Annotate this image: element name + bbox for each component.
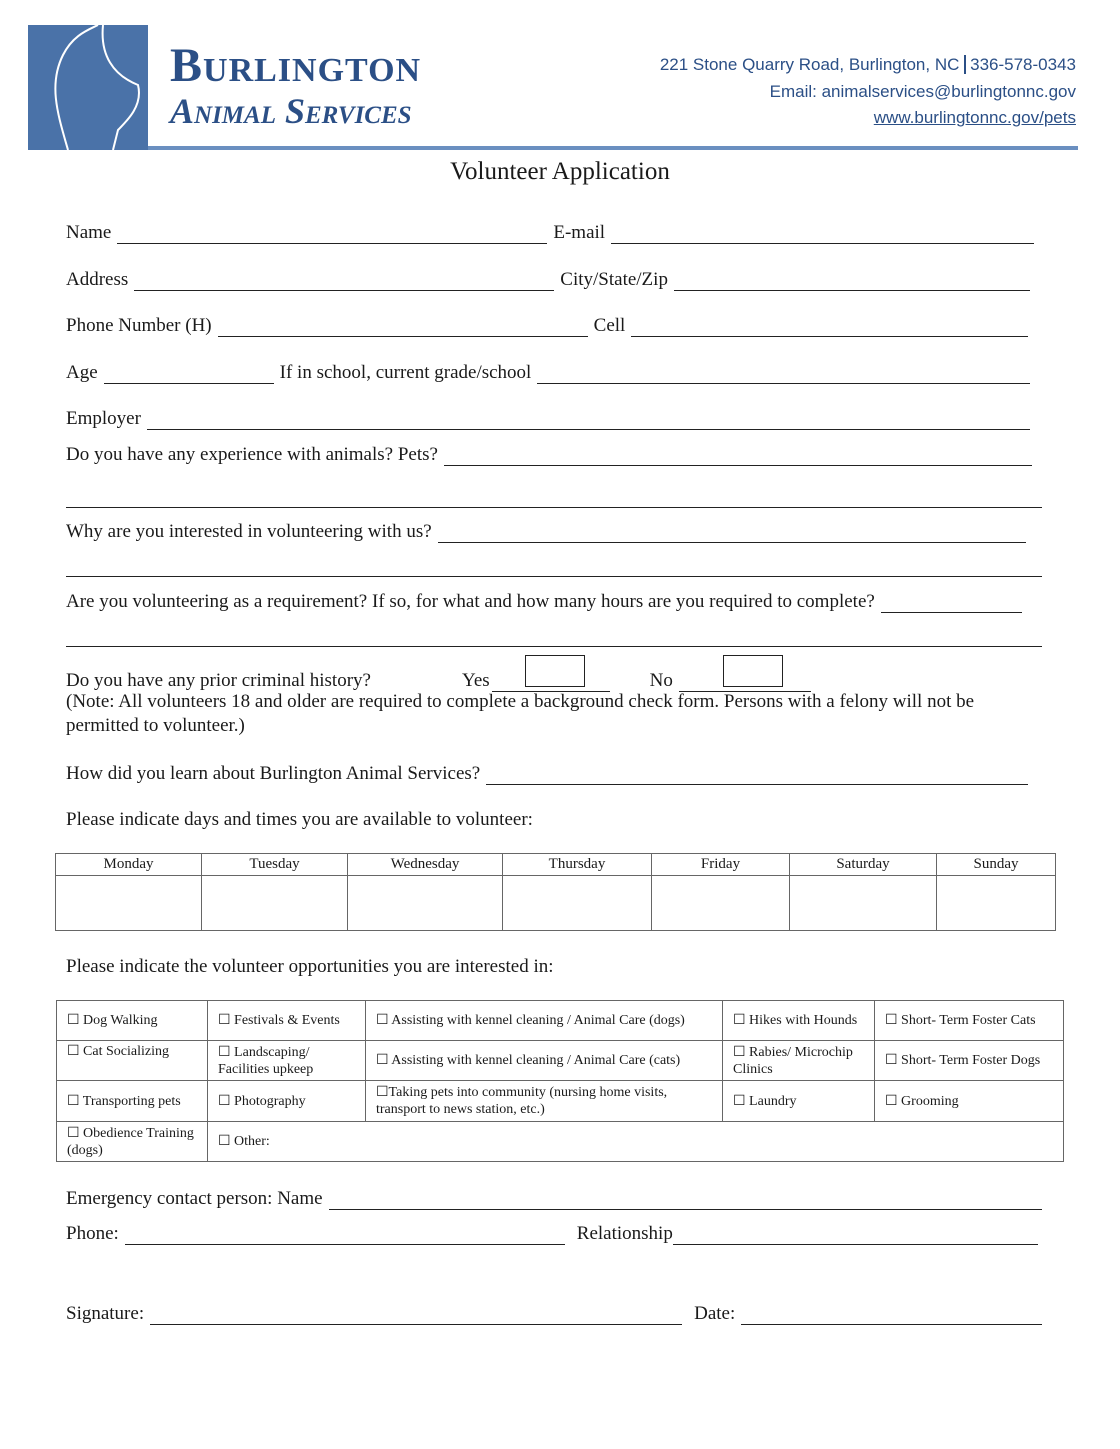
requirement-field-2[interactable] [66, 629, 1042, 647]
signature-field[interactable] [150, 1307, 682, 1325]
opp-obedience[interactable]: ☐ Obedience Training (dogs) [57, 1122, 208, 1162]
yes-label: Yes [462, 670, 490, 691]
age-label: Age [66, 362, 98, 383]
requirement-row [66, 589, 1028, 613]
experience-row [66, 442, 1038, 466]
days-header-row [56, 854, 1056, 876]
experience-label: Do you have any experience with animals? Pets? [66, 444, 438, 465]
opp-kennel-dogs[interactable]: ☐ Assisting with kennel cleaning / Animal Care (dogs) [366, 1001, 723, 1041]
name-field[interactable] [117, 226, 547, 244]
requirement-field[interactable] [881, 595, 1022, 613]
city-field[interactable] [674, 273, 1030, 291]
day-tuesday: Tuesday [202, 854, 348, 876]
experience-line-2 [66, 484, 1042, 508]
days-input-row [56, 876, 1056, 931]
opp-cat-socializing[interactable]: ☐ Cat Socializing [57, 1041, 208, 1081]
experience-field[interactable] [444, 448, 1032, 466]
email-field[interactable] [611, 226, 1034, 244]
name-label: Name [66, 222, 112, 243]
employer-field[interactable] [147, 412, 1030, 430]
learn-field[interactable] [486, 767, 1028, 785]
opp-row [57, 1001, 1064, 1041]
tuesday-cell[interactable] [202, 876, 348, 931]
emergency-phone-field[interactable] [125, 1227, 565, 1245]
experience-field-2[interactable] [66, 490, 1042, 508]
opp-festivals[interactable]: ☐ Festivals & Events [208, 1001, 366, 1041]
opportunities-table [56, 1000, 1064, 1162]
opp-row [57, 1041, 1064, 1081]
school-label: If in school, current grade/school [279, 362, 532, 383]
address-row [66, 267, 1036, 291]
friday-cell[interactable] [652, 876, 790, 931]
name-email-row [66, 220, 1040, 244]
employer-row [66, 406, 1036, 430]
email-label: E-mail [553, 222, 606, 243]
address-label: Address [66, 269, 129, 290]
opp-grooming[interactable]: ☐ Grooming [875, 1081, 1064, 1122]
why-field[interactable] [438, 525, 1026, 543]
signature-label: Signature: [66, 1303, 145, 1324]
opp-dog-walking[interactable]: ☐ Dog Walking [57, 1001, 208, 1041]
background-check-note: (Note: All volunteers 18 and older are required to complete a background check form. Persons with a felony will not be permitted to volunteer.) [66, 691, 975, 736]
cell-label: Cell [593, 315, 626, 336]
day-wednesday: Wednesday [348, 854, 503, 876]
opp-kennel-cats[interactable]: ☐ Assisting with kennel cleaning / Animal Care (cats) [366, 1041, 723, 1081]
requirement-label: Are you volunteering as a requirement? If so, for what and how many hours are you required to complete? [66, 591, 875, 612]
contact-email: Email: animalservices@burlingtonnc.gov [769, 82, 1076, 101]
learn-label: How did you learn about Burlington Animal Services? [66, 763, 481, 784]
days-prompt: Please indicate days and times you are available to volunteer: [66, 809, 533, 830]
why-line-2 [66, 553, 1042, 577]
phone-row [66, 313, 1034, 337]
page-title: Volunteer Application [450, 158, 670, 185]
date-label: Date: [694, 1303, 736, 1324]
opp-rabies-clinics[interactable]: ☐ Rabies/ Microchip Clinics [723, 1041, 875, 1081]
requirement-line-2 [66, 623, 1042, 647]
availability-table [55, 853, 1056, 931]
opp-hikes[interactable]: ☐ Hikes with Hounds [723, 1001, 875, 1041]
thursday-cell[interactable] [503, 876, 652, 931]
city-label: City/State/Zip [560, 269, 668, 290]
signature-row [66, 1301, 1048, 1325]
address-field[interactable] [134, 273, 554, 291]
criminal-row [66, 668, 817, 692]
opp-other[interactable]: ☐ Other: [208, 1122, 1064, 1162]
opp-foster-dogs[interactable]: ☐ Short- Term Foster Dogs [875, 1041, 1064, 1081]
contact-address [660, 55, 1076, 75]
opp-row [57, 1122, 1064, 1162]
opp-row [57, 1081, 1064, 1122]
opp-foster-cats[interactable]: ☐ Short- Term Foster Cats [875, 1001, 1064, 1041]
yes-checkbox[interactable] [525, 655, 585, 687]
brand-line-1: Burlington [170, 39, 422, 92]
header-rule [148, 146, 1078, 150]
why-row [66, 519, 1032, 543]
relationship-label: Relationship [576, 1223, 673, 1244]
age-row [66, 360, 1036, 384]
brand-line-2: Animal Services [170, 91, 412, 131]
phone-field[interactable] [218, 319, 588, 337]
date-field[interactable] [741, 1307, 1042, 1325]
logo-dog-cat [28, 25, 148, 150]
emergency-name-field[interactable] [329, 1192, 1042, 1210]
phone-label: Phone Number (H) [66, 315, 212, 336]
opp-landscaping[interactable]: ☐ Landscaping/ Facilities upkeep [208, 1041, 366, 1081]
emergency-phone-row [66, 1221, 1044, 1245]
phone-text: 336-578-0343 [964, 55, 1076, 74]
age-field[interactable] [104, 366, 274, 384]
no-label: No [649, 670, 673, 691]
sunday-cell[interactable] [937, 876, 1056, 931]
why-field-2[interactable] [66, 559, 1042, 577]
no-checkbox[interactable] [723, 655, 783, 687]
learn-row [66, 761, 1034, 785]
day-saturday: Saturday [790, 854, 937, 876]
wednesday-cell[interactable] [348, 876, 503, 931]
day-sunday: Sunday [937, 854, 1056, 876]
saturday-cell[interactable] [790, 876, 937, 931]
opps-prompt: Please indicate the volunteer opportunities you are interested in: [66, 956, 554, 977]
website-link[interactable]: www.burlingtonnc.gov/pets [873, 108, 1076, 127]
cell-field[interactable] [631, 319, 1028, 337]
employer-label: Employer [66, 408, 141, 429]
opp-community[interactable]: ☐Taking pets into community (nursing home visits, transport to news station, etc.) [366, 1081, 723, 1122]
relationship-field[interactable] [673, 1227, 1038, 1245]
emergency-phone-label: Phone: [66, 1223, 119, 1244]
address-text: 221 Stone Quarry Road, Burlington, NC [659, 55, 960, 74]
day-thursday: Thursday [503, 854, 652, 876]
day-friday: Friday [652, 854, 790, 876]
opp-photography[interactable]: ☐ Photography [208, 1081, 366, 1122]
opp-laundry[interactable]: ☐ Laundry [723, 1081, 875, 1122]
opp-transporting[interactable]: ☐ Transporting pets [57, 1081, 208, 1122]
school-field[interactable] [537, 366, 1030, 384]
day-monday: Monday [56, 854, 202, 876]
emergency-label: Emergency contact person: Name [66, 1188, 323, 1209]
why-label: Why are you interested in volunteering with us? [66, 521, 432, 542]
monday-cell[interactable] [56, 876, 202, 931]
criminal-label: Do you have any prior criminal history? [66, 670, 371, 691]
emergency-row [66, 1186, 1048, 1210]
